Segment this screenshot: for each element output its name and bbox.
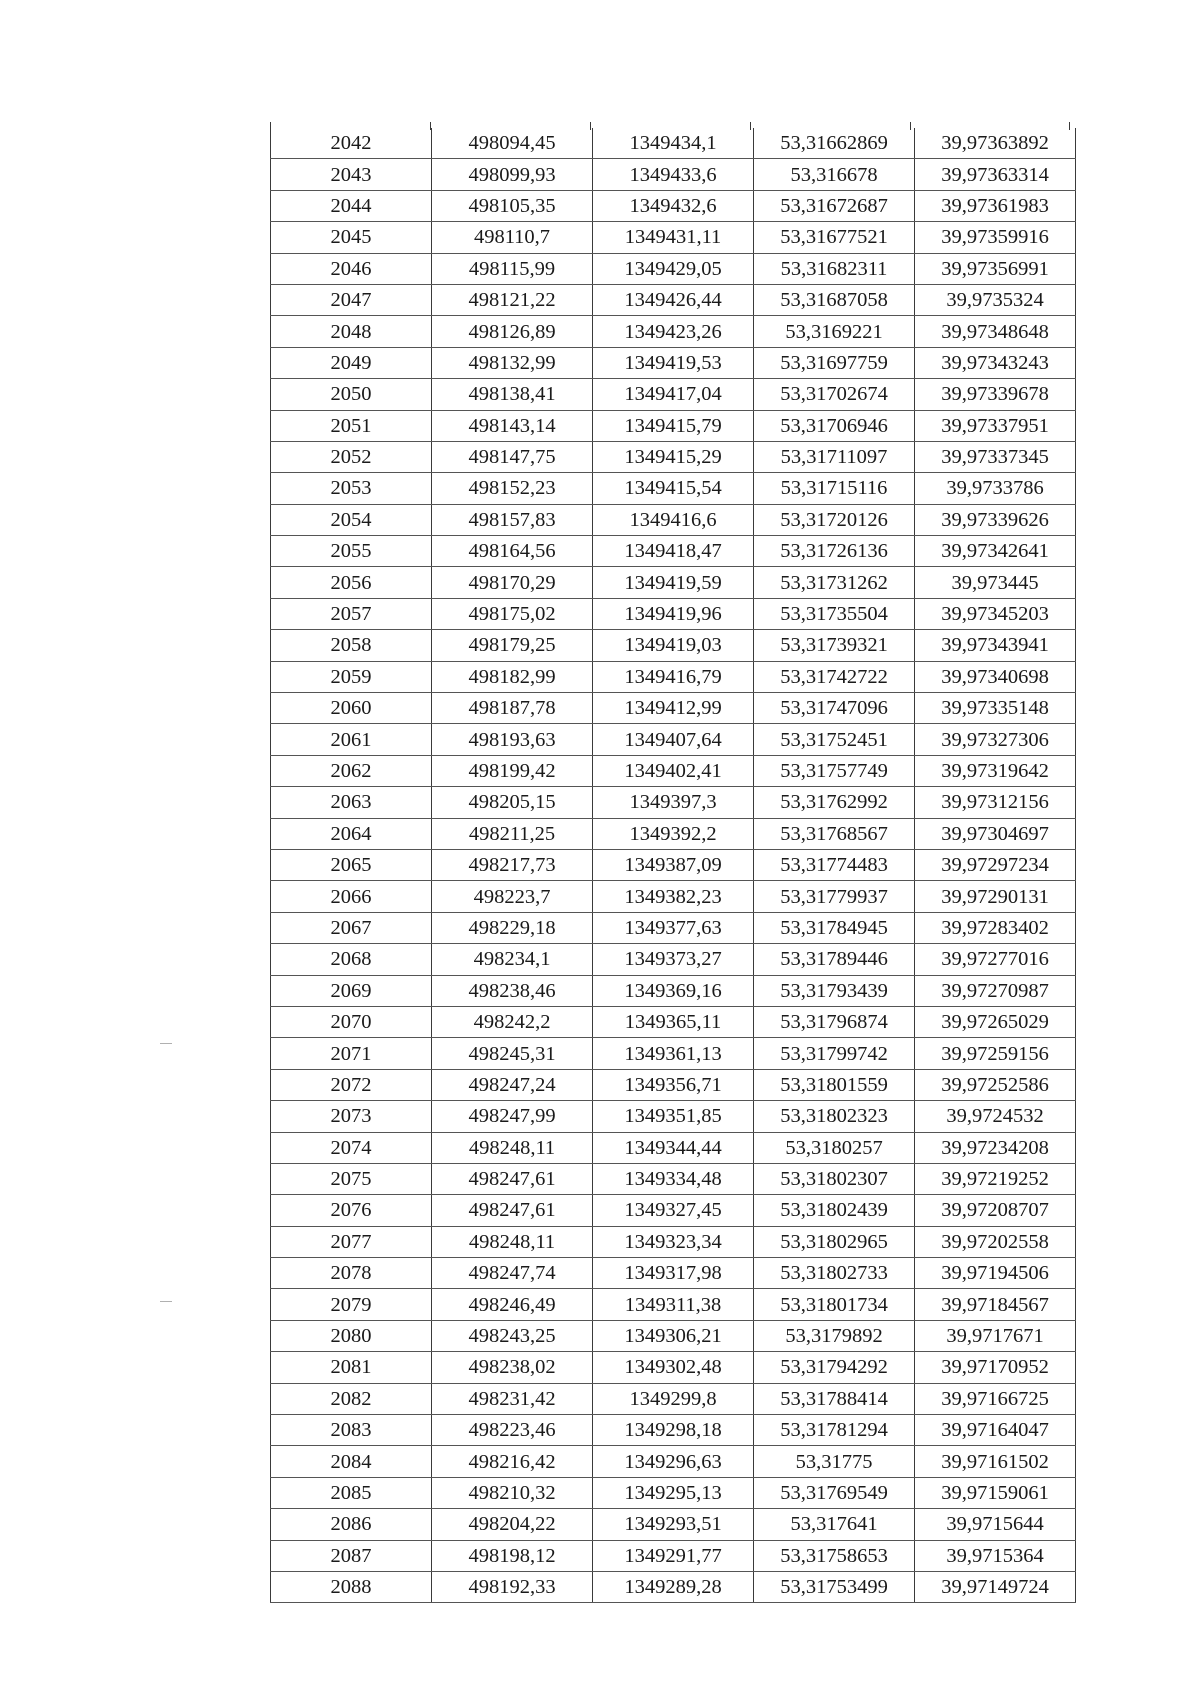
table-cell: 498216,42 xyxy=(432,1446,593,1477)
table-cell: 2084 xyxy=(271,1446,432,1477)
table-cell: 39,97259156 xyxy=(915,1038,1076,1069)
table-row xyxy=(271,379,1076,410)
table-cell: 498223,7 xyxy=(432,881,593,912)
table-cell: 2055 xyxy=(271,536,432,567)
table-cell: 2047 xyxy=(271,284,432,315)
table-row xyxy=(271,1571,1076,1602)
table-row xyxy=(271,1477,1076,1508)
table-cell: 53,31753499 xyxy=(754,1571,915,1602)
table-cell: 2071 xyxy=(271,1038,432,1069)
table-cell: 53,31762992 xyxy=(754,787,915,818)
table-cell: 498210,32 xyxy=(432,1477,593,1508)
table-cell: 39,97164047 xyxy=(915,1415,1076,1446)
scan-speck xyxy=(160,1043,172,1044)
table-row xyxy=(271,630,1076,661)
table-cell: 1349291,77 xyxy=(593,1540,754,1571)
table-cell: 39,97339626 xyxy=(915,504,1076,535)
table-row xyxy=(271,1415,1076,1446)
table-cell: 53,31779937 xyxy=(754,881,915,912)
table-cell: 39,9715364 xyxy=(915,1540,1076,1571)
table-cell: 53,31801559 xyxy=(754,1069,915,1100)
table-cell: 2078 xyxy=(271,1258,432,1289)
table-row xyxy=(271,504,1076,535)
table-cell: 2069 xyxy=(271,975,432,1006)
table-cell: 1349302,48 xyxy=(593,1352,754,1383)
table-cell: 53,31796874 xyxy=(754,1006,915,1037)
table-cell: 498248,11 xyxy=(432,1226,593,1257)
table-cell: 498205,15 xyxy=(432,787,593,818)
table-cell: 1349306,21 xyxy=(593,1320,754,1351)
table-row xyxy=(271,1383,1076,1414)
table-cell: 498164,56 xyxy=(432,536,593,567)
table-row xyxy=(271,567,1076,598)
table-cell: 498238,46 xyxy=(432,975,593,1006)
table-row xyxy=(271,912,1076,943)
table-cell: 39,97297234 xyxy=(915,849,1076,880)
table-cell: 2061 xyxy=(271,724,432,755)
table-cell: 498238,02 xyxy=(432,1352,593,1383)
table-cell: 53,31662869 xyxy=(754,128,915,159)
table-row xyxy=(271,1446,1076,1477)
table-cell: 2068 xyxy=(271,944,432,975)
table-cell: 1349419,96 xyxy=(593,598,754,629)
table-row xyxy=(271,222,1076,253)
table-cell: 53,31789446 xyxy=(754,944,915,975)
table-cell: 39,97202558 xyxy=(915,1226,1076,1257)
table-cell: 53,31682311 xyxy=(754,253,915,284)
table-cell: 1349356,71 xyxy=(593,1069,754,1100)
table-cell: 1349429,05 xyxy=(593,253,754,284)
table-cell: 498245,31 xyxy=(432,1038,593,1069)
table-cell: 39,97290131 xyxy=(915,881,1076,912)
table-cell: 498247,99 xyxy=(432,1101,593,1132)
table-cell: 39,97166725 xyxy=(915,1383,1076,1414)
table-row xyxy=(271,1006,1076,1037)
table-cell: 2070 xyxy=(271,1006,432,1037)
table-cell: 1349377,63 xyxy=(593,912,754,943)
table-cell: 2082 xyxy=(271,1383,432,1414)
table-cell: 498193,63 xyxy=(432,724,593,755)
table-cell: 39,97319642 xyxy=(915,755,1076,786)
table-cell: 53,31799742 xyxy=(754,1038,915,1069)
table-cell: 2059 xyxy=(271,661,432,692)
table-cell: 1349344,44 xyxy=(593,1132,754,1163)
table-cell: 53,31794292 xyxy=(754,1352,915,1383)
table-row xyxy=(271,1509,1076,1540)
table-cell: 2074 xyxy=(271,1132,432,1163)
table-cell: 1349361,13 xyxy=(593,1038,754,1069)
table-cell: 1349432,6 xyxy=(593,190,754,221)
table-cell: 1349415,54 xyxy=(593,473,754,504)
table-cell: 2042 xyxy=(271,128,432,159)
table-cell: 2067 xyxy=(271,912,432,943)
table-cell: 2043 xyxy=(271,159,432,190)
table-row xyxy=(271,881,1076,912)
table-row xyxy=(271,755,1076,786)
table-cell: 53,31726136 xyxy=(754,536,915,567)
table-cell: 2044 xyxy=(271,190,432,221)
table-cell: 39,97361983 xyxy=(915,190,1076,221)
table-cell: 498143,14 xyxy=(432,410,593,441)
table-row xyxy=(271,441,1076,472)
table-cell: 1349419,59 xyxy=(593,567,754,598)
table-row xyxy=(271,190,1076,221)
table-cell: 53,31758653 xyxy=(754,1540,915,1571)
table-cell: 39,97335148 xyxy=(915,693,1076,724)
table-cell: 2081 xyxy=(271,1352,432,1383)
table-cell: 498223,46 xyxy=(432,1415,593,1446)
table-cell: 39,97184567 xyxy=(915,1289,1076,1320)
table-cell: 53,31697759 xyxy=(754,347,915,378)
table-cell: 1349419,53 xyxy=(593,347,754,378)
table-cell: 2065 xyxy=(271,849,432,880)
table-cell: 498247,74 xyxy=(432,1258,593,1289)
table-cell: 53,316678 xyxy=(754,159,915,190)
table-cell: 53,31802733 xyxy=(754,1258,915,1289)
table-cell: 53,3179892 xyxy=(754,1320,915,1351)
table-cell: 53,31715116 xyxy=(754,473,915,504)
table-cell: 39,97265029 xyxy=(915,1006,1076,1037)
table-cell: 2054 xyxy=(271,504,432,535)
table-cell: 1349298,18 xyxy=(593,1415,754,1446)
table-cell: 1349293,51 xyxy=(593,1509,754,1540)
table-cell: 1349434,1 xyxy=(593,128,754,159)
table-cell: 1349317,98 xyxy=(593,1258,754,1289)
table-cell: 1349387,09 xyxy=(593,849,754,880)
table-cell: 2058 xyxy=(271,630,432,661)
table-cell: 2086 xyxy=(271,1509,432,1540)
table-cell: 498175,02 xyxy=(432,598,593,629)
table-cell: 53,3180257 xyxy=(754,1132,915,1163)
table-cell: 2083 xyxy=(271,1415,432,1446)
table-cell: 39,9735324 xyxy=(915,284,1076,315)
table-cell: 1349426,44 xyxy=(593,284,754,315)
table-cell: 498138,41 xyxy=(432,379,593,410)
table-cell: 39,97363892 xyxy=(915,128,1076,159)
table-cell: 39,97337345 xyxy=(915,441,1076,472)
table-cell: 1349382,23 xyxy=(593,881,754,912)
table-cell: 498147,75 xyxy=(432,441,593,472)
table-cell: 1349392,2 xyxy=(593,818,754,849)
table-cell: 53,31672687 xyxy=(754,190,915,221)
table-row xyxy=(271,1132,1076,1163)
table-cell: 53,31784945 xyxy=(754,912,915,943)
table-cell: 53,31769549 xyxy=(754,1477,915,1508)
table-row xyxy=(271,1320,1076,1351)
table-cell: 1349415,79 xyxy=(593,410,754,441)
table-row xyxy=(271,1163,1076,1194)
table-cell: 53,31802323 xyxy=(754,1101,915,1132)
table-cell: 498121,22 xyxy=(432,284,593,315)
table-cell: 2063 xyxy=(271,787,432,818)
table-cell: 39,9724532 xyxy=(915,1101,1076,1132)
table-cell: 1349419,03 xyxy=(593,630,754,661)
table-row xyxy=(271,818,1076,849)
table-cell: 2076 xyxy=(271,1195,432,1226)
table-cell: 53,317641 xyxy=(754,1509,915,1540)
table-cell: 1349299,8 xyxy=(593,1383,754,1414)
table-cell: 2062 xyxy=(271,755,432,786)
table-row xyxy=(271,473,1076,504)
table-cell: 2079 xyxy=(271,1289,432,1320)
table-cell: 498152,23 xyxy=(432,473,593,504)
table-row xyxy=(271,1352,1076,1383)
table-cell: 1349433,6 xyxy=(593,159,754,190)
table-cell: 498247,61 xyxy=(432,1195,593,1226)
table-cell: 1349369,16 xyxy=(593,975,754,1006)
table-cell: 53,31775 xyxy=(754,1446,915,1477)
table-cell: 39,97159061 xyxy=(915,1477,1076,1508)
table-row xyxy=(271,787,1076,818)
table-row xyxy=(271,284,1076,315)
table-row xyxy=(271,159,1076,190)
table-row xyxy=(271,598,1076,629)
table-cell: 1349327,45 xyxy=(593,1195,754,1226)
table-cell: 39,97345203 xyxy=(915,598,1076,629)
table-row xyxy=(271,316,1076,347)
table-cell: 53,31802307 xyxy=(754,1163,915,1194)
table-cell: 39,97337951 xyxy=(915,410,1076,441)
table-cell: 39,97356991 xyxy=(915,253,1076,284)
table-cell: 53,31742722 xyxy=(754,661,915,692)
table-cell: 1349412,99 xyxy=(593,693,754,724)
table-cell: 53,31757749 xyxy=(754,755,915,786)
table-cell: 498243,25 xyxy=(432,1320,593,1351)
table-cell: 53,31802965 xyxy=(754,1226,915,1257)
table-cell: 498110,7 xyxy=(432,222,593,253)
table-cell: 53,31731262 xyxy=(754,567,915,598)
table-cell: 2085 xyxy=(271,1477,432,1508)
table-cell: 2066 xyxy=(271,881,432,912)
table-row xyxy=(271,1540,1076,1571)
table-cell: 53,3169221 xyxy=(754,316,915,347)
table-cell: 1349323,34 xyxy=(593,1226,754,1257)
table-cell: 39,9715644 xyxy=(915,1509,1076,1540)
table-cell: 2075 xyxy=(271,1163,432,1194)
table-cell: 2088 xyxy=(271,1571,432,1602)
table-cell: 39,97348648 xyxy=(915,316,1076,347)
table-cell: 1349397,3 xyxy=(593,787,754,818)
table-cell: 498105,35 xyxy=(432,190,593,221)
table-cell: 1349418,47 xyxy=(593,536,754,567)
table-cell: 39,9717671 xyxy=(915,1320,1076,1351)
table-row xyxy=(271,1258,1076,1289)
table-cell: 2072 xyxy=(271,1069,432,1100)
table-cell: 53,31788414 xyxy=(754,1383,915,1414)
table-cell: 498248,11 xyxy=(432,1132,593,1163)
table-cell: 498182,99 xyxy=(432,661,593,692)
table-cell: 53,31768567 xyxy=(754,818,915,849)
table-cell: 53,31774483 xyxy=(754,849,915,880)
table-cell: 39,97170952 xyxy=(915,1352,1076,1383)
table-cell: 498234,1 xyxy=(432,944,593,975)
table-cell: 1349416,79 xyxy=(593,661,754,692)
table-cell: 2051 xyxy=(271,410,432,441)
table-cell: 39,97343941 xyxy=(915,630,1076,661)
table-cell: 498170,29 xyxy=(432,567,593,598)
table-row xyxy=(271,1038,1076,1069)
table-row xyxy=(271,975,1076,1006)
table-cell: 1349416,6 xyxy=(593,504,754,535)
table-cell: 498217,73 xyxy=(432,849,593,880)
table-row xyxy=(271,536,1076,567)
table-row xyxy=(271,724,1076,755)
table-cell: 1349289,28 xyxy=(593,1571,754,1602)
table-cell: 39,97252586 xyxy=(915,1069,1076,1100)
table-cell: 1349423,26 xyxy=(593,316,754,347)
table-cell: 2048 xyxy=(271,316,432,347)
table-cell: 2053 xyxy=(271,473,432,504)
table-cell: 2064 xyxy=(271,818,432,849)
table-cell: 53,31735504 xyxy=(754,598,915,629)
table-cell: 39,97327306 xyxy=(915,724,1076,755)
table-cell: 1349407,64 xyxy=(593,724,754,755)
table-cell: 1349365,11 xyxy=(593,1006,754,1037)
table-cell: 39,97234208 xyxy=(915,1132,1076,1163)
table-cell: 39,97343243 xyxy=(915,347,1076,378)
table-cell: 39,97312156 xyxy=(915,787,1076,818)
table-cell: 498247,61 xyxy=(432,1163,593,1194)
table-cell: 39,97270987 xyxy=(915,975,1076,1006)
table-cell: 498132,99 xyxy=(432,347,593,378)
table-row xyxy=(271,410,1076,441)
table-cell: 39,97359916 xyxy=(915,222,1076,253)
scan-speck xyxy=(160,1301,172,1302)
table-cell: 53,31706946 xyxy=(754,410,915,441)
table-cell: 2060 xyxy=(271,693,432,724)
table-cell: 2049 xyxy=(271,347,432,378)
table-cell: 39,97161502 xyxy=(915,1446,1076,1477)
table-cell: 53,31747096 xyxy=(754,693,915,724)
table-cell: 39,97340698 xyxy=(915,661,1076,692)
table-row xyxy=(271,253,1076,284)
table-cell: 39,97277016 xyxy=(915,944,1076,975)
table-cell: 498242,2 xyxy=(432,1006,593,1037)
table-cell: 498099,93 xyxy=(432,159,593,190)
table-cell: 53,31781294 xyxy=(754,1415,915,1446)
table-cell: 53,31711097 xyxy=(754,441,915,472)
coordinates-table xyxy=(270,128,1076,1603)
table-cell: 2057 xyxy=(271,598,432,629)
table-cell: 498211,25 xyxy=(432,818,593,849)
table-cell: 53,31677521 xyxy=(754,222,915,253)
table-cell: 2052 xyxy=(271,441,432,472)
table-cell: 1349402,41 xyxy=(593,755,754,786)
table-row xyxy=(271,693,1076,724)
table-cell: 2045 xyxy=(271,222,432,253)
table-cell: 2056 xyxy=(271,567,432,598)
table-cell: 39,97304697 xyxy=(915,818,1076,849)
table-cell: 53,31802439 xyxy=(754,1195,915,1226)
table-cell: 1349334,48 xyxy=(593,1163,754,1194)
table-cell: 1349351,85 xyxy=(593,1101,754,1132)
table-row xyxy=(271,661,1076,692)
table-cell: 2050 xyxy=(271,379,432,410)
table-cell: 1349373,27 xyxy=(593,944,754,975)
table-cell: 39,97283402 xyxy=(915,912,1076,943)
table-cell: 1349295,13 xyxy=(593,1477,754,1508)
table-cell: 39,973445 xyxy=(915,567,1076,598)
table-cell: 53,31739321 xyxy=(754,630,915,661)
table-cell: 2077 xyxy=(271,1226,432,1257)
table-cell: 39,97208707 xyxy=(915,1195,1076,1226)
coordinates-table-body xyxy=(271,128,1076,1603)
table-cell: 39,97339678 xyxy=(915,379,1076,410)
table-cell: 498199,42 xyxy=(432,755,593,786)
table-cell: 498204,22 xyxy=(432,1509,593,1540)
table-cell: 1349417,04 xyxy=(593,379,754,410)
table-cell: 1349431,11 xyxy=(593,222,754,253)
table-cell: 53,31687058 xyxy=(754,284,915,315)
table-cell: 498179,25 xyxy=(432,630,593,661)
table-cell: 1349296,63 xyxy=(593,1446,754,1477)
table-cell: 2080 xyxy=(271,1320,432,1351)
table-cell: 39,9733786 xyxy=(915,473,1076,504)
table-cell: 498157,83 xyxy=(432,504,593,535)
table-cell: 39,97194506 xyxy=(915,1258,1076,1289)
table-cell: 39,97363314 xyxy=(915,159,1076,190)
table-cell: 53,31801734 xyxy=(754,1289,915,1320)
table-cell: 2073 xyxy=(271,1101,432,1132)
table-cell: 53,31720126 xyxy=(754,504,915,535)
table-cell: 498247,24 xyxy=(432,1069,593,1100)
table-row xyxy=(271,944,1076,975)
table-cell: 53,31752451 xyxy=(754,724,915,755)
table-row xyxy=(271,1226,1076,1257)
table-row xyxy=(271,347,1076,378)
table-cell: 498094,45 xyxy=(432,128,593,159)
table-cell: 498246,49 xyxy=(432,1289,593,1320)
table-cell: 498192,33 xyxy=(432,1571,593,1602)
table-cell: 498126,89 xyxy=(432,316,593,347)
table-row xyxy=(271,128,1076,159)
table-cell: 1349311,38 xyxy=(593,1289,754,1320)
table-cell: 39,97219252 xyxy=(915,1163,1076,1194)
table-cell: 1349415,29 xyxy=(593,441,754,472)
table-row xyxy=(271,1069,1076,1100)
table-cell: 39,97342641 xyxy=(915,536,1076,567)
table-cell: 2046 xyxy=(271,253,432,284)
table-cell: 39,97149724 xyxy=(915,1571,1076,1602)
table-cell: 2087 xyxy=(271,1540,432,1571)
table-cell: 498115,99 xyxy=(432,253,593,284)
table-cell: 498187,78 xyxy=(432,693,593,724)
table-cell: 53,31793439 xyxy=(754,975,915,1006)
table-cell: 498231,42 xyxy=(432,1383,593,1414)
table-cell: 53,31702674 xyxy=(754,379,915,410)
table-row xyxy=(271,1101,1076,1132)
table-row xyxy=(271,1195,1076,1226)
table-cell: 498198,12 xyxy=(432,1540,593,1571)
table-row xyxy=(271,849,1076,880)
table-cell: 498229,18 xyxy=(432,912,593,943)
table-row xyxy=(271,1289,1076,1320)
